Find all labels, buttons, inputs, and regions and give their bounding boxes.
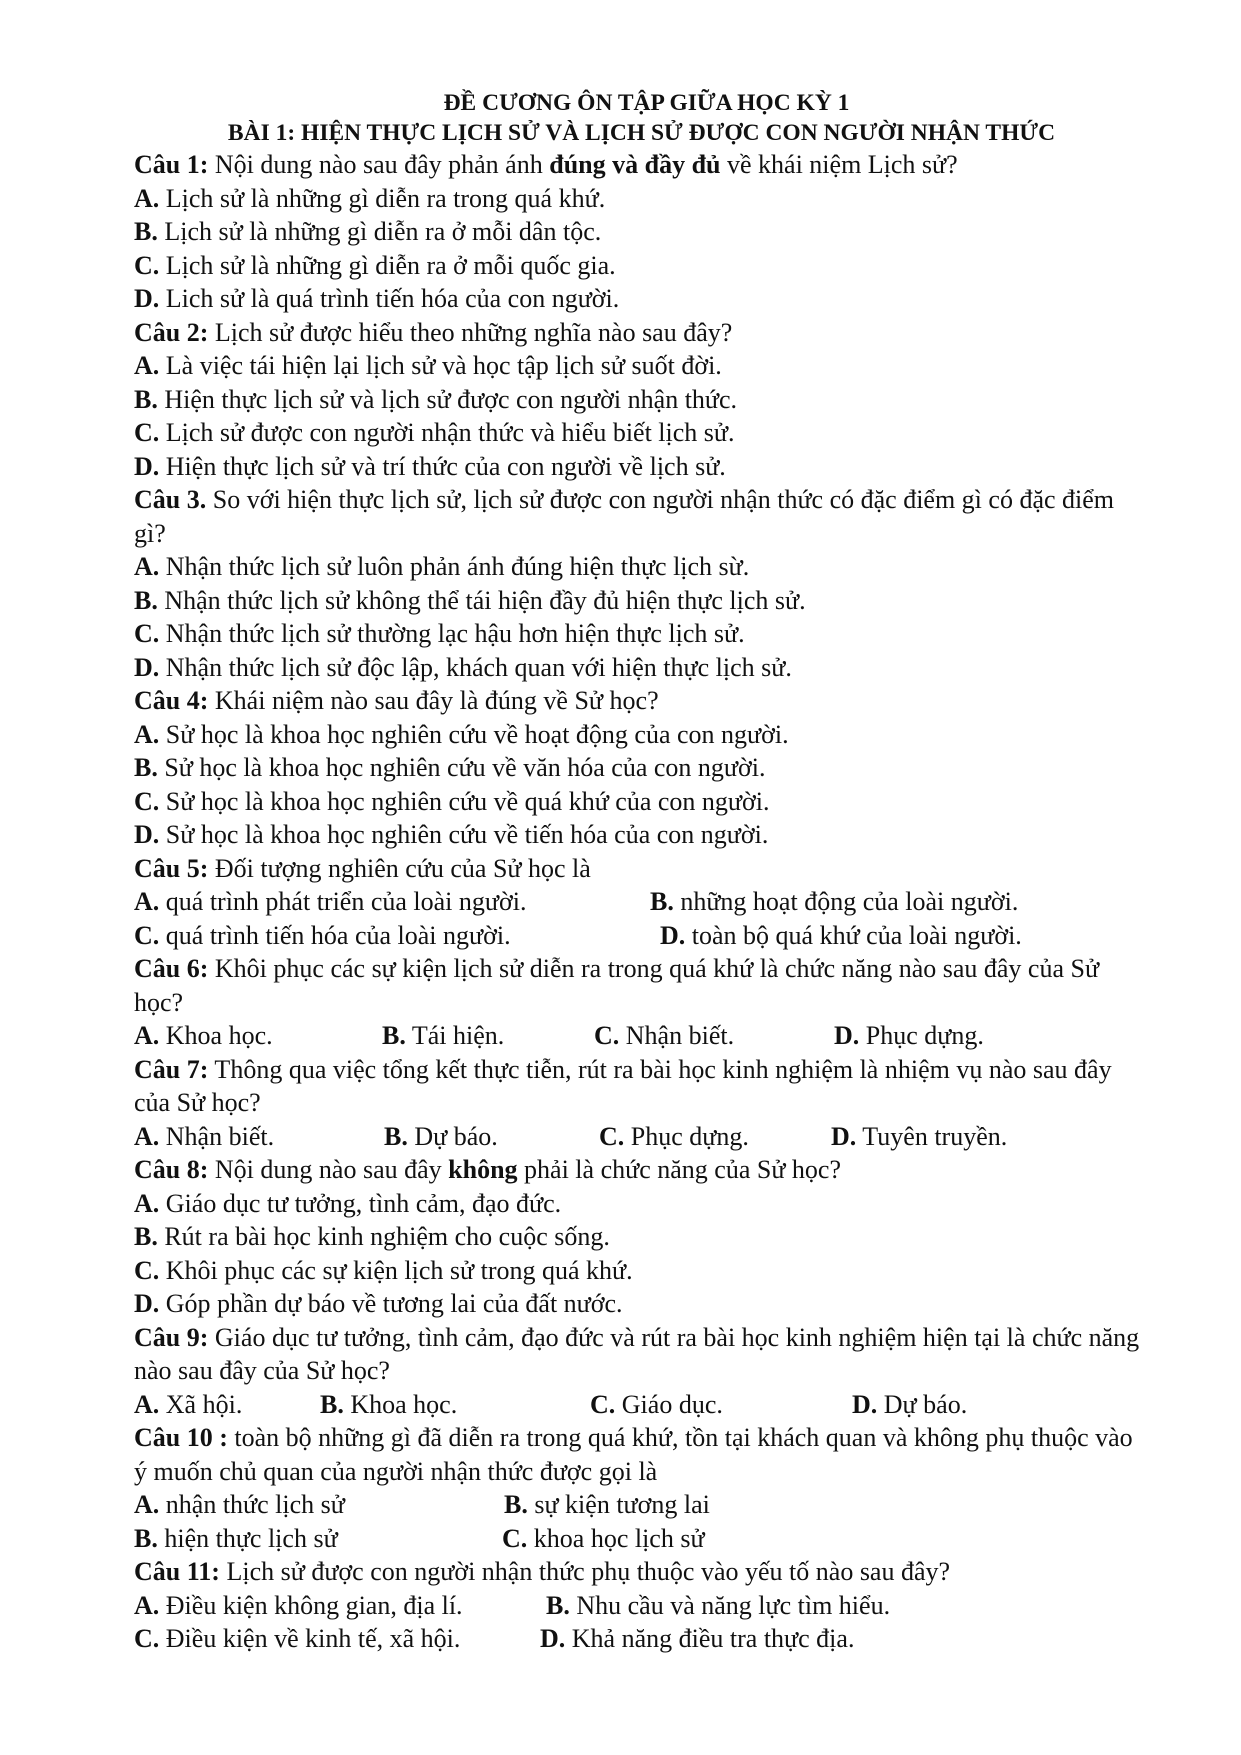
option-text: Hiện thực lịch sử và lịch sử được con người nhận thức.	[157, 384, 738, 414]
answer-option	[134, 1254, 1149, 1288]
answer-option	[134, 282, 1149, 316]
option-letter: A.	[134, 552, 160, 581]
option-letter: A.	[134, 1188, 160, 1218]
option-letter: A.	[134, 351, 160, 380]
option-letter: C.	[502, 1523, 528, 1553]
question-label: Câu 3.	[134, 485, 207, 514]
answer-option	[134, 349, 1149, 383]
answer-option	[134, 919, 511, 953]
option-letter: B.	[650, 887, 674, 916]
answer-option	[384, 1120, 498, 1154]
answer-option	[134, 450, 1149, 484]
answer-row	[134, 1522, 1149, 1556]
option-letter: A.	[134, 1121, 160, 1151]
option-letter: D.	[134, 451, 160, 481]
option-text: sự kiện tương lai	[527, 1490, 710, 1519]
question-label: Câu 9:	[134, 1322, 209, 1352]
question-10	[134, 1421, 1149, 1488]
question-5	[134, 852, 1149, 886]
answer-option	[504, 1488, 710, 1522]
answer-option	[546, 1589, 890, 1623]
option-text: khoa học lịch sử	[527, 1523, 705, 1553]
answer-option	[320, 1388, 457, 1422]
question-text: Khôi phục các sự kiện lịch sử diễn ra trong quá khứ là chức năng nào sau đây của Sử học?	[134, 954, 1100, 1017]
question-text: về khái niệm Lịch sử?	[720, 150, 958, 179]
option-text: Nhận biết.	[159, 1121, 275, 1151]
answer-option	[134, 249, 1149, 283]
option-text: Khoa học.	[159, 1021, 273, 1050]
option-text: quá trình phát triển của loài người.	[159, 887, 527, 916]
question-emphasis: không	[448, 1155, 518, 1184]
option-text: Điều kiện không gian, địa lí.	[159, 1590, 463, 1620]
question-text: Lịch sử được con người nhận thức phụ thuộc vào yếu tố nào sau đây?	[219, 1557, 951, 1586]
question-label: Câu 7:	[134, 1054, 209, 1084]
option-letter: B.	[134, 585, 158, 615]
answer-option	[134, 751, 1149, 785]
answer-option	[134, 617, 1149, 651]
question-text: Nội dung nào sau đây phản ánh	[208, 150, 550, 179]
option-letter: C.	[134, 786, 160, 816]
answer-option	[594, 1019, 734, 1053]
question-2	[134, 316, 1149, 350]
option-text: Sử học là khoa học nghiên cứu về tiến hóa của con người.	[159, 820, 769, 849]
answer-option	[134, 1019, 273, 1053]
option-letter: A.	[134, 183, 160, 213]
answer-row	[134, 885, 1149, 919]
question-text: toàn bộ những gì đã diễn ra trong quá khứ, tồn tại khách quan và không phụ thuộc vào ý muốn chủ quan của người nhận thức được gọi là	[134, 1423, 1133, 1486]
answer-row	[134, 1622, 1149, 1656]
option-letter: C.	[134, 920, 160, 950]
option-letter: D.	[852, 1389, 878, 1419]
question-1	[134, 148, 1149, 182]
option-letter: A.	[134, 887, 160, 916]
option-letter: C.	[134, 250, 160, 280]
option-letter: D.	[660, 920, 686, 950]
answer-option	[134, 1120, 274, 1154]
answer-option	[134, 651, 1149, 685]
question-text: Nội dung nào sau đây	[208, 1155, 449, 1184]
option-letter: C.	[134, 619, 160, 648]
option-letter: D.	[134, 820, 160, 849]
option-text: nhận thức lịch sử	[159, 1490, 345, 1519]
answer-option	[382, 1019, 504, 1053]
answer-option	[134, 1220, 1149, 1254]
option-letter: B.	[382, 1021, 406, 1050]
answer-row	[134, 1019, 1149, 1053]
option-letter: D.	[540, 1624, 566, 1653]
question-text: Đối tượng nghiên cứu của Sử học là	[208, 853, 591, 883]
answer-option	[831, 1120, 1007, 1154]
option-text: Lịch sử là những gì diễn ra ở mỗi quốc gia.	[159, 250, 616, 280]
option-text: Sử học là khoa học nghiên cứu về hoạt động của con người.	[159, 719, 789, 749]
option-text: Lịch sử được con người nhận thức và hiểu biết lịch sử.	[159, 418, 735, 447]
option-text: Hiện thực lịch sử và trí thức của con người về lịch sử.	[159, 451, 726, 481]
option-letter: D.	[134, 1289, 160, 1318]
answer-option	[134, 885, 526, 919]
answer-option	[134, 383, 1149, 417]
question-8	[134, 1153, 1149, 1187]
option-letter: B.	[134, 217, 158, 246]
option-text: toàn bộ quá khứ của loài người.	[685, 920, 1022, 950]
answer-option	[599, 1120, 749, 1154]
option-letter: C.	[134, 418, 160, 447]
question-label: Câu 10 :	[134, 1423, 228, 1452]
answer-option	[134, 1488, 345, 1522]
answer-option	[134, 785, 1149, 819]
answer-row	[134, 1120, 1149, 1154]
answer-option	[660, 919, 1022, 953]
option-letter: C.	[134, 1624, 160, 1653]
option-text: Giáo dục.	[615, 1389, 723, 1419]
question-label: Câu 5:	[134, 853, 209, 883]
option-letter: A.	[134, 719, 160, 749]
option-text: hiện thực lịch sử	[157, 1523, 338, 1553]
question-text: Thông qua việc tổng kết thực tiễn, rút ra bài học kinh nghiệm là nhiệm vụ nào sau đây của Sử học?	[134, 1054, 1112, 1117]
option-text: Phục dựng.	[624, 1121, 749, 1151]
option-text: Dự báo.	[407, 1121, 498, 1151]
answer-row	[134, 919, 1149, 953]
option-letter: B.	[546, 1590, 570, 1620]
option-letter: B.	[134, 1523, 158, 1553]
option-letter: B.	[504, 1490, 528, 1519]
option-text: Nhận biết.	[619, 1021, 735, 1050]
question-9	[134, 1321, 1149, 1388]
option-text: Khoa học.	[343, 1389, 458, 1419]
option-text: những hoạt động của loài người.	[673, 887, 1019, 916]
question-text: So với hiện thực lịch sử, lịch sử được con người nhận thức có đặc điểm gì có đặc điểm gì?	[134, 485, 1115, 548]
option-letter: B.	[134, 1222, 158, 1251]
option-text: Lịch sử là những gì diễn ra ở mỗi dân tộc.	[157, 217, 602, 246]
lesson-heading: BÀI 1: HIỆN THỰC LỊCH SỬ VÀ LỊCH SỬ ĐƯỢC CON NGƯỜI NHẬN THỨC	[227, 120, 1056, 146]
question-4	[134, 684, 1149, 718]
option-text: Sử học là khoa học nghiên cứu về văn hóa của con người.	[157, 753, 766, 782]
question-text: Giáo dục tư tưởng, tình cảm, đạo đức và rút ra bài học kinh nghiệm hiện tại là chức năng nào sau đây của Sử học?	[134, 1322, 1140, 1385]
answer-row	[134, 1589, 1149, 1623]
question-11	[134, 1555, 1149, 1589]
option-text: Tái hiện.	[405, 1021, 505, 1050]
question-text: Lịch sử được hiểu theo những nghĩa nào sau đây?	[208, 317, 733, 347]
option-letter: C.	[134, 1255, 160, 1285]
question-label: Câu 1:	[134, 150, 209, 179]
option-letter: D.	[831, 1121, 857, 1151]
answer-option	[852, 1388, 967, 1422]
option-text: Xã hội.	[159, 1389, 243, 1419]
question-3	[134, 483, 1149, 550]
question-6	[134, 952, 1149, 1019]
question-emphasis: đúng và đầy đủ	[549, 150, 721, 179]
option-letter: B.	[134, 384, 158, 414]
answer-option	[134, 215, 1149, 249]
option-letter: B.	[134, 753, 158, 782]
option-letter: C.	[599, 1121, 625, 1151]
option-text: Rút ra bài học kinh nghiệm cho cuộc sống.	[157, 1222, 610, 1251]
answer-option	[134, 182, 1149, 216]
answer-option	[834, 1019, 984, 1053]
option-text: Giáo dục tư tưởng, tình cảm, đạo đức.	[159, 1188, 562, 1218]
option-letter: A.	[134, 1021, 160, 1050]
answer-option	[134, 1589, 463, 1623]
answer-option	[134, 416, 1149, 450]
answer-option	[134, 818, 1149, 852]
option-text: quá trình tiến hóa của loài người.	[159, 920, 511, 950]
option-letter: D.	[134, 652, 160, 682]
option-text: Tuyên truyền.	[856, 1121, 1008, 1151]
answer-option	[540, 1622, 854, 1656]
option-text: Lich sử là quá trình tiến hóa của con người.	[159, 284, 620, 313]
option-text: Nhận thức lịch sử độc lập, khách quan với hiện thực lịch sử.	[159, 652, 792, 682]
question-label: Câu 11:	[134, 1557, 220, 1586]
question-text: Khái niệm nào sau đây là đúng về Sử học?	[208, 686, 659, 715]
answer-row	[134, 1488, 1149, 1522]
option-letter: A.	[134, 1389, 160, 1419]
option-letter: B.	[384, 1121, 408, 1151]
answer-option	[650, 885, 1018, 919]
option-text: Góp phần dự báo về tương lai của đất nước.	[159, 1289, 623, 1318]
question-7	[134, 1053, 1149, 1120]
option-letter: B.	[320, 1389, 344, 1419]
question-label: Câu 8:	[134, 1155, 209, 1184]
answer-option	[134, 584, 1149, 618]
option-text: Điều kiện về kinh tế, xã hội.	[159, 1624, 461, 1653]
option-text: Khôi phục các sự kiện lịch sử trong quá khứ.	[159, 1255, 633, 1285]
option-letter: C.	[590, 1389, 616, 1419]
option-text: Phục dựng.	[859, 1021, 984, 1050]
answer-row	[134, 1388, 1149, 1422]
answer-option	[502, 1522, 705, 1556]
question-text: phải là chức năng của Sử học?	[517, 1155, 841, 1184]
answer-option	[134, 1187, 1149, 1221]
question-label: Câu 4:	[134, 686, 209, 715]
question-label: Câu 2:	[134, 317, 209, 347]
document-content	[134, 88, 1149, 1656]
answer-option	[590, 1388, 723, 1422]
option-letter: C.	[594, 1021, 620, 1050]
question-label: Câu 6:	[134, 954, 209, 983]
option-text: Nhận thức lịch sử luôn phản ánh đúng hiện thực lịch sừ.	[159, 552, 750, 581]
option-text: Là việc tái hiện lại lịch sử và học tập lịch sử suốt đời.	[159, 351, 722, 380]
answer-option	[134, 1287, 1149, 1321]
option-text: Dự báo.	[877, 1389, 968, 1419]
option-letter: D.	[134, 284, 160, 313]
option-text: Lịch sử là những gì diễn ra trong quá khứ.	[159, 183, 606, 213]
answer-option	[134, 1522, 338, 1556]
document-title: ĐỀ CƯƠNG ÔN TẬP GIỮA HỌC KỲ 1	[443, 90, 850, 116]
answer-option	[134, 1388, 242, 1422]
answer-option	[134, 550, 1149, 584]
option-letter: A.	[134, 1590, 160, 1620]
option-letter: D.	[834, 1021, 860, 1050]
answer-option	[134, 718, 1149, 752]
option-text: Nhận thức lịch sử thường lạc hậu hơn hiện thực lịch sử.	[159, 619, 745, 648]
option-letter: A.	[134, 1490, 160, 1519]
option-text: Khả năng điều tra thực địa.	[565, 1624, 855, 1653]
option-text: Nhu cầu và năng lực tìm hiểu.	[569, 1590, 891, 1620]
option-text: Sử học là khoa học nghiên cứu về quá khứ của con người.	[159, 786, 770, 816]
option-text: Nhận thức lịch sử không thể tái hiện đầy đủ hiện thực lịch sử.	[157, 585, 806, 615]
answer-option	[134, 1622, 460, 1656]
